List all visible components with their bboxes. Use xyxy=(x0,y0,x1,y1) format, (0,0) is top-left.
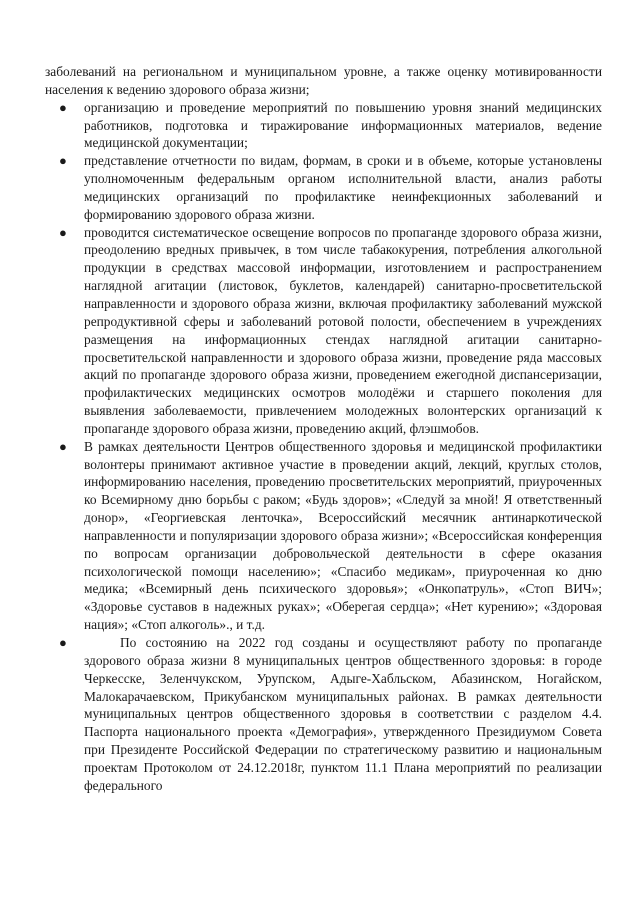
bullet-text: представление отчетности по видам, формам, в сроки и в объеме, которые установлены уполномоченным федеральным органом исполнительной власти, анализ работы медицинских организаций по профилактике неинфекционных заболеваний и формированию здорового образа жизни. xyxy=(84,153,602,222)
list-item xyxy=(45,224,602,438)
bullet-text: проводится систематическое освещение вопросов по пропаганде здорового образа жизни, преодолению вредных привычек, в том числе табакокурения, потребления алкогольной продукции в средствах массовой информации, изготовлением и распространением наглядной агитации (листовок, буклетов, календарей) санитарно-просветительской направленности и здорового образа жизни, включая профилактику заболеваний мужской репродуктивной сферы и заболеваний ротовой полости, обеспечением в учреждениях размещения на информационных стендах наглядной агитации санитарно-просветительской направленности и здорового образа жизни, проведение ряда массовых акций по пропаганде здорового образа жизни, проведением ежегодной диспансеризации, профилактических медицинских осмотров молодёжи и старшего поколения для выявления заболеваемости, привлечением молодежных волонтерских организаций к пропаганде здорового образа жизни, проведению акций, флэшмобов. xyxy=(84,224,602,436)
bullet-icon: ● xyxy=(59,635,67,650)
bullet-list xyxy=(45,99,602,795)
bullet-text: По состоянию на 2022 год созданы и осуществляют работу по пропаганде здорового образа жизни 8 муниципальных центров общественного здоровья: в городе Черкесске, Зеленчукском, Урупском, Адыге-Хабльском, Абазинском, Ногайском, Малокарачаевском, Прикубанском муниципальных районах. В рамках деятельности муниципальных центров общественного здоровья в соответствии с разделом 4.4. Паспорта национального проекта «Демография», утвержденного Президиумом Совета при Президенте Российской Федерации по стратегическому развитию и национальным проектам Протоколом от 24.12.2018г, пунктом 11.1 Плана мероприятий по реализации федерального xyxy=(84,635,602,793)
list-item xyxy=(45,152,602,223)
bullet-text: организацию и проведение мероприятий по повышению уровня знаний медицинских работников, подготовка и тиражирование информационных материалов, ведение медицинской документации; xyxy=(84,99,602,151)
bullet-icon: ● xyxy=(59,99,67,115)
bullet-icon: ● xyxy=(59,153,67,169)
list-item xyxy=(45,634,602,795)
intro-paragraph: заболеваний на региональном и муниципальном уровне, а также оценку мотивированности населения к ведению здорового образа жизни; xyxy=(45,64,602,97)
bullet-icon: ● xyxy=(59,438,67,454)
bullet-icon: ● xyxy=(59,224,67,240)
list-item xyxy=(45,99,602,153)
bullet-text: В рамках деятельности Центров общественного здоровья и медицинской профилактики волонтеры принимают активное участие в проведении акций, лекций, круглых столов, информированию населения, проведению просветительских мероприятий, приуроченных ко Всемирному дню борьбы с раком; «Будь здоров»; «Следуй за мной! Я ответственный донор», «Георгиевская ленточка», Всероссийский месячник антинаркотической направленности и популяризации здорового образа жизни»; «Всероссийская конференция по вопросам организации добровольческой деятельности в сфере оказания психологической помощи населению»; «Спасибо медикам», приуроченная ко дню медика; «Всемирный день психического здоровья»; «Онкопатруль», «Стоп ВИЧ»; «Здоровье суставов в надежных руках»; «Оберегая сердца»; «Нет курению»; «Здоровая нация»; «Стоп алкоголь»., и т.д. xyxy=(84,438,602,633)
list-item xyxy=(45,438,602,634)
